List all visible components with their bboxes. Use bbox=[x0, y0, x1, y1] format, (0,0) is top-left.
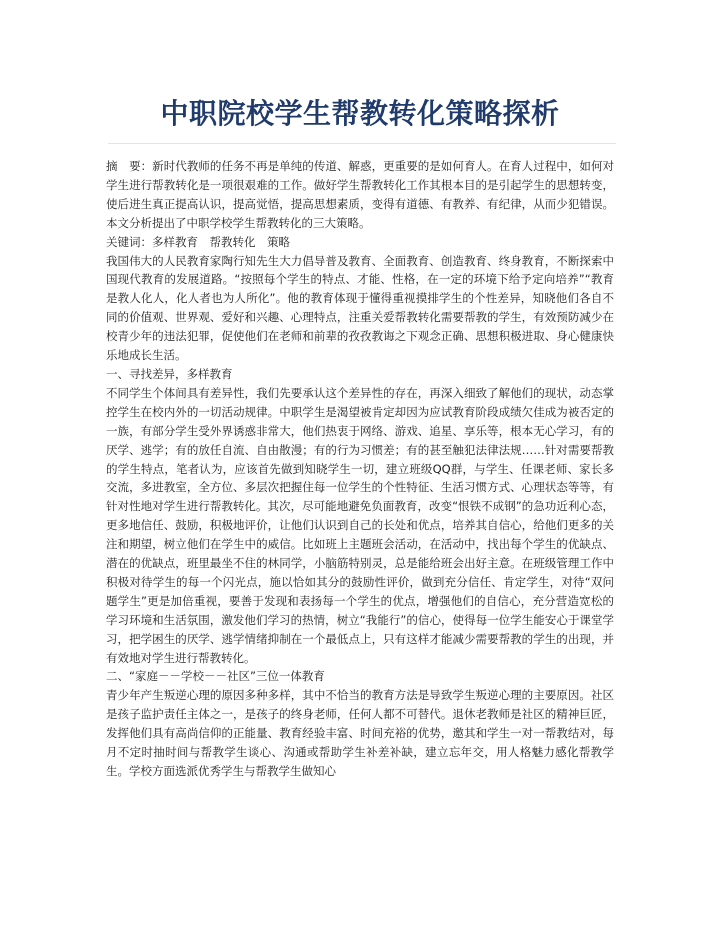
intro-paragraph: 我国伟大的人民教育家陶行知先生大力倡导普及教育、全面教育、创造教育、终身教育，不断探索中国现代教育的发展道路。“按照每个学生的特点、才能、性格，在一定的环境下给予定向培养”“教育是教人化人，化人者也为人所化”。他的教育体现于懂得重视摸排学生的个性差异，知晓他们各自不同的价值观、世界观、爱好和兴趣、心理特点，注重关爱帮教转化需要帮教的学生，有效预防减少在校青少年的违法犯罪，促使他们在老师和前辈的孜孜教诲之下观念正确、思想积极进取、身心健康快乐地成长生活。 bbox=[106, 253, 614, 363]
document-title: 中职院校学生帮教转化策略探析 bbox=[160, 97, 560, 130]
section-1-heading: 一、寻找差异，多样教育 bbox=[106, 366, 233, 381]
section-2-heading: 二、“家庭－－学校－－社区”三位一体教育 bbox=[106, 669, 325, 684]
title-divider bbox=[108, 143, 616, 144]
document-body bbox=[106, 157, 614, 781]
abstract-paragraph: 摘 要：新时代教师的任务不再是单纯的传道、解惑，更重要的是如何育人。在育人过程中，如何对学生进行帮教转化是一项很艰难的工作。做好学生帮教转化工作其根本目的是引起学生的思想转变，使后进生真正提高认识，提高觉悟，提高思想素质，变得有道德、有教养、有纪律，从而少犯错误。本文分析提出了中职学校学生帮教转化的三大策略。 bbox=[106, 159, 614, 230]
keywords-line: 关键词：多样教育 帮教转化 策略 bbox=[106, 234, 290, 249]
section-1-paragraph: 不同学生个体间具有差异性，我们先要承认这个差异性的存在，再深入细致了解他们的现状，动态掌控学生在校内外的一切活动规律。中职学生是渴望被肯定却因为应试教育阶段成绩欠佳成为被否定的一族，有部分学生受外界诱惑非常大，他们热衷于网络、游戏、追星、享乐等，根本无心学习，有的厌学、逃学；有的放任自流、自由散漫；有的行为习惯差；有的甚至触犯法律法规……针对需要帮教的学生特点，笔者认为，应该首先做到知晓学生一切，建立班级QQ群，与学生、任课老师、家长多交流，多进教室，全方位、多层次把握住每一位学生的个性特征、生活习惯方式、心理状态等等，有针对性地对学生进行帮教转化。其次，尽可能地避免负面教育，改变“恨铁不成钢”的急功近利心态，更多地信任、鼓励，积极地评价，让他们认识到自己的长处和优点，培养其自信心，给他们更多的关注和期望，树立他们在学生中的威信。比如班上主题班会活动，在活动中，找出每个学生的优缺点、潜在的优缺点，班里最坐不住的林同学，小脑筋特别灵，总是能给班会出好主意。在班级管理工作中积极对待学生的每一个闪光点，施以恰如其分的鼓励性评价，做到充分信任、肯定学生，对待“双问题学生”更是加倍重视，要善于发现和表扬每一个学生的优点，增强他们的自信心，充分营造宽松的学习环境和生活氛围，激发他们学习的热情，树立“我能行”的信心，使得每一位学生能安心于课堂学习，把学困生的厌学、逃学情绪抑制在一个最低点上，只有这样才能减少需要帮教的学生的出现，并有效地对学生进行帮教转化。 bbox=[106, 385, 614, 665]
section-2-paragraph: 青少年产生叛逆心理的原因多种多样，其中不恰当的教育方法是导致学生叛逆心理的主要原因。社区是孩子监护责任主体之一，是孩子的终身老师，任何人都不可替代。退休老教师是社区的精神巨匠，发挥他们具有高尚信仰的正能量、教育经验丰富、时间充裕的优势，邀其和学生一对一帮教结对，每月不定时抽时间与帮教学生谈心、沟通或帮助学生补差补缺，建立忘年交，用人格魅力感化帮教学生。学校方面选派优秀学生与帮教学生做知心 bbox=[106, 688, 614, 778]
